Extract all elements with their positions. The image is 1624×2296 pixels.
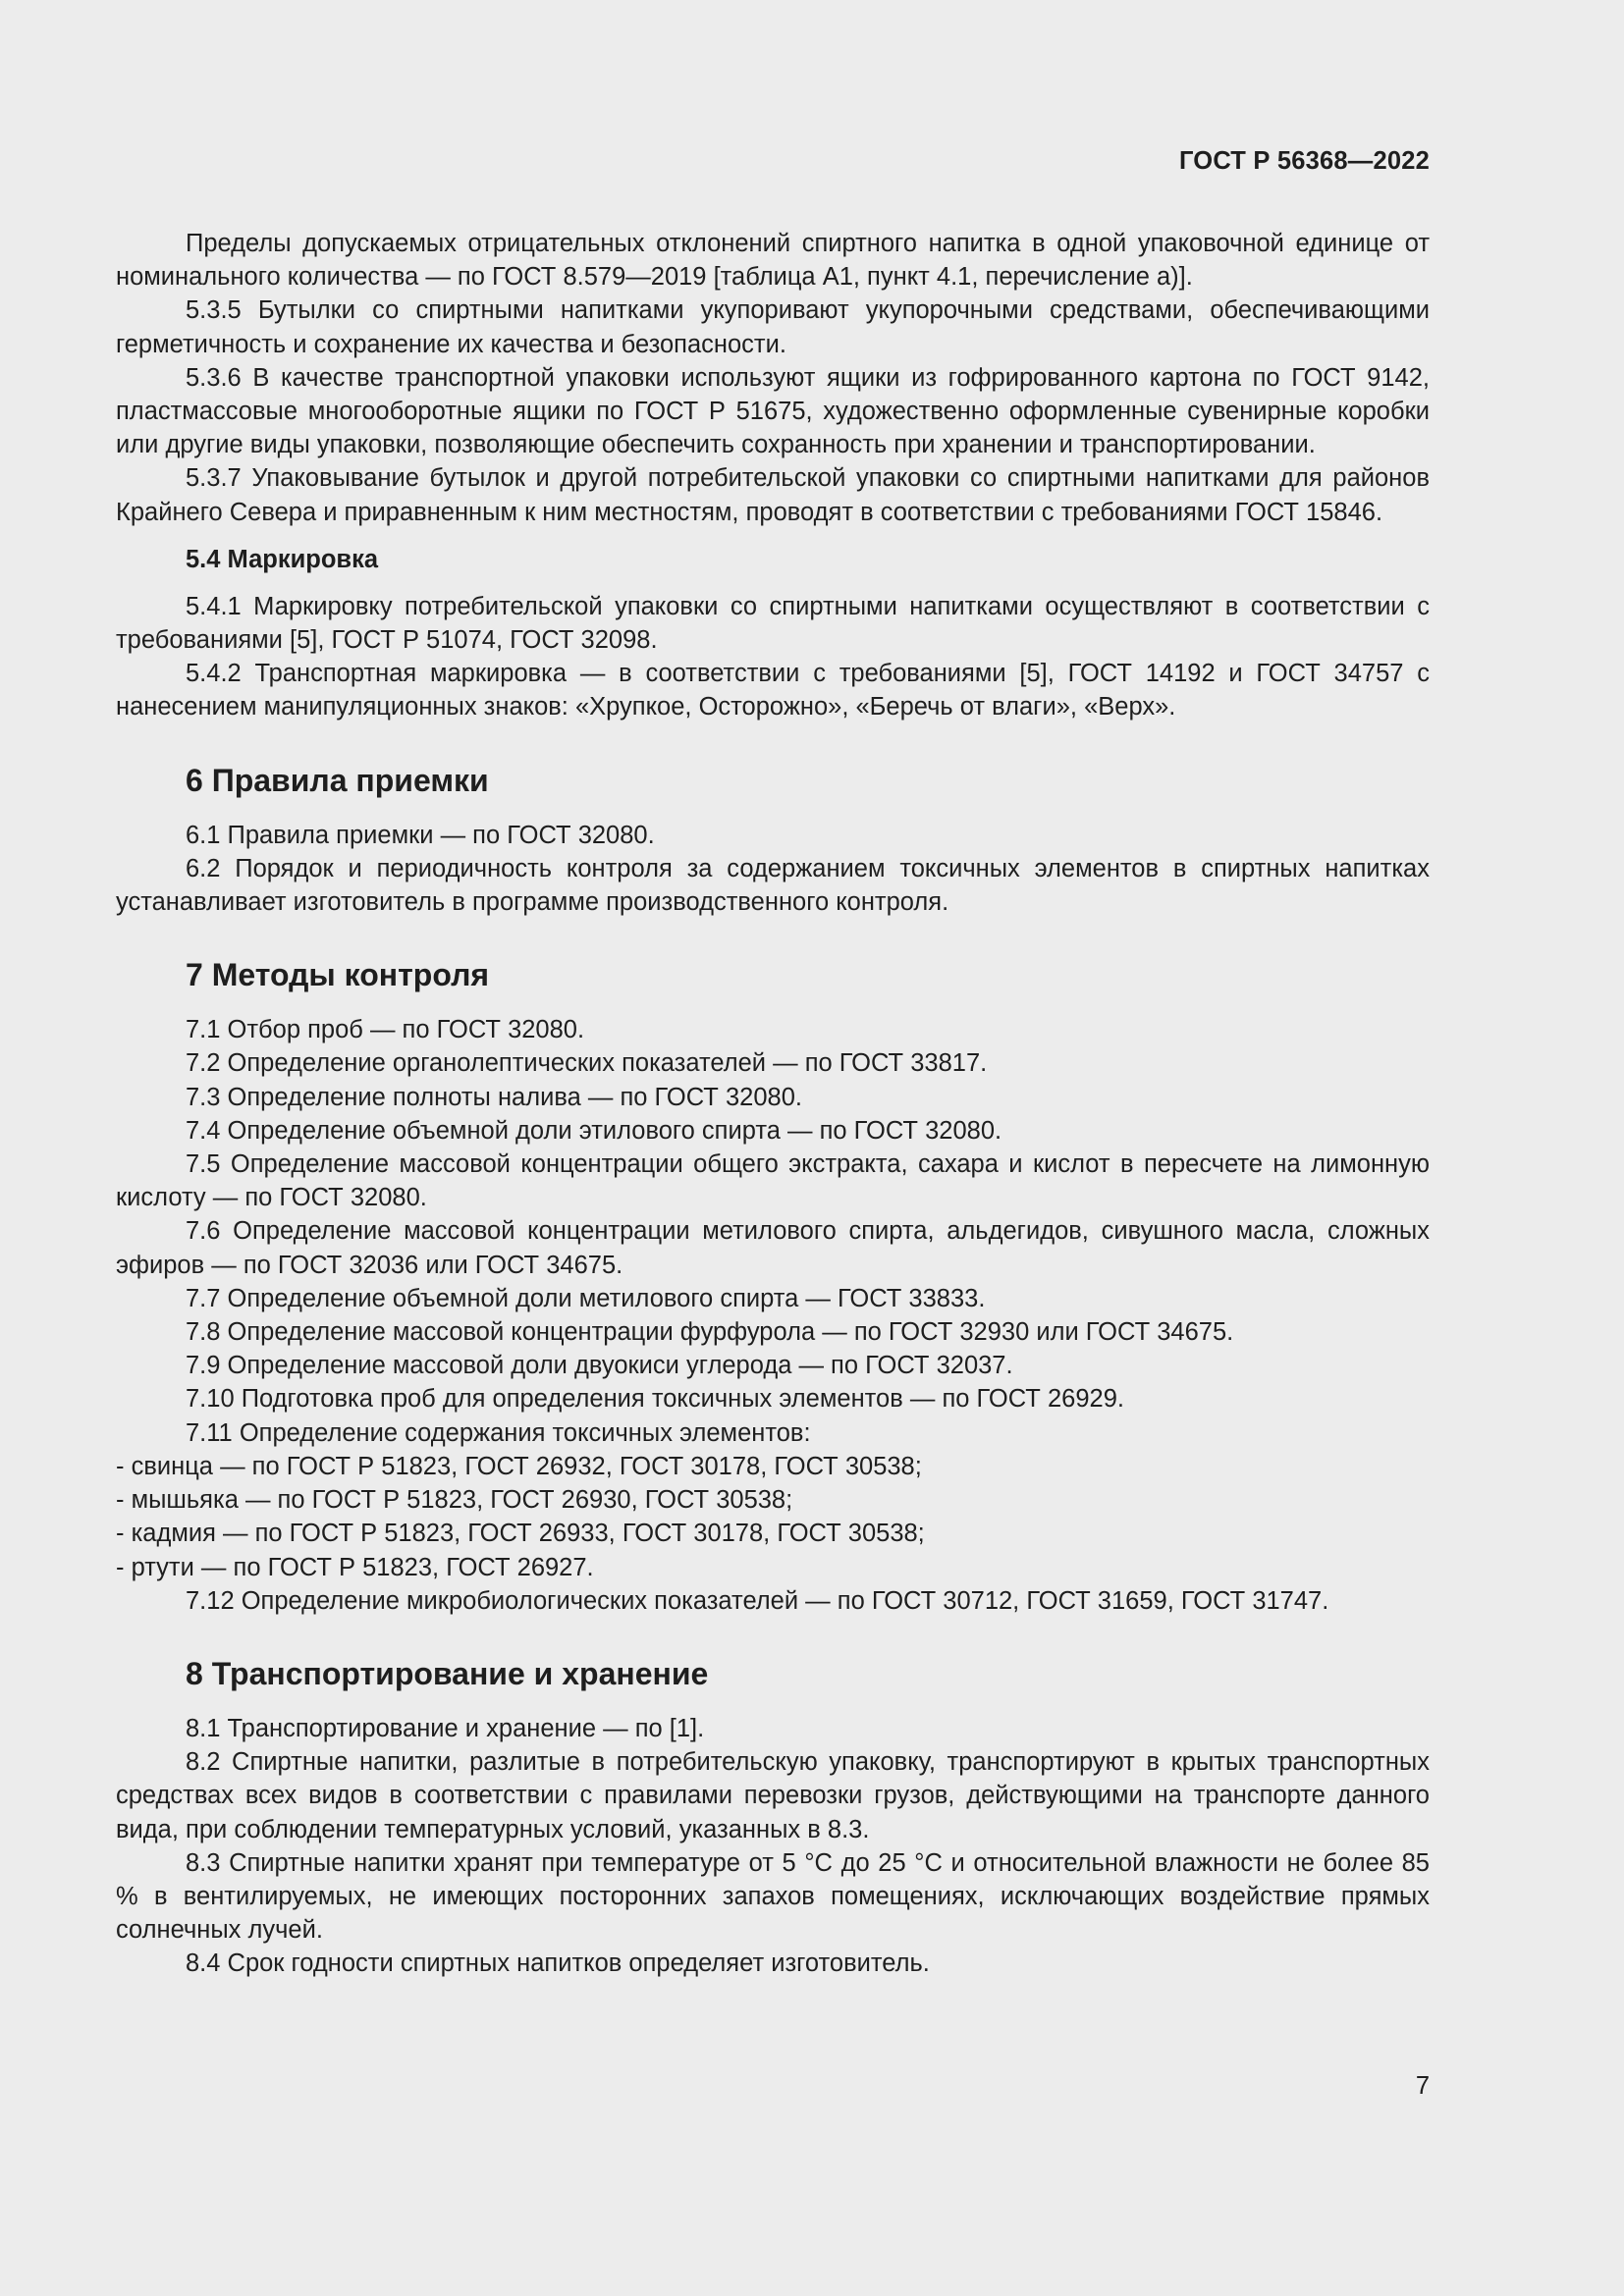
paragraph-7-12: 7.12 Определение микробиологических показателей — по ГОСТ 30712, ГОСТ 31659, ГОСТ 31747.	[186, 1586, 1329, 1615]
paragraph-7-10: 7.10 Подготовка проб для определения токсичных элементов — по ГОСТ 26929.	[186, 1385, 1124, 1414]
document-header-code: ГОСТ Р 56368—2022	[1178, 147, 1430, 175]
paragraph-7-3: 7.3 Определение полноты налива — по ГОСТ 32080.	[186, 1083, 802, 1111]
list-item-mercury: - ртути — по ГОСТ Р 51823, ГОСТ 26927.	[116, 1553, 594, 1581]
paragraph-8-2: 8.2 Спиртные напитки, разлитые в потребительскую упаковку, транспортируют в крытых транспортных средствах всех видов в соответствии с правилами перевозки грузов, действующими на транспорте данного вида, при соблюдении температурных условий, указанных в 8.3.	[116, 1748, 1430, 1843]
paragraph-7-5: 7.5 Определение массовой концентрации общего экстракта, сахара и кислот в пересчете на лимонную кислоту — по ГОСТ 32080.	[116, 1150, 1430, 1212]
paragraph-7-9: 7.9 Определение массовой доли двуокиси углерода — по ГОСТ 32037.	[186, 1352, 1013, 1380]
paragraph-7-6: 7.6 Определение массовой концентрации метилового спирта, альдегидов, сивушного масла, сложных эфиров — по ГОСТ 32036 или ГОСТ 34675.	[116, 1217, 1430, 1279]
paragraph-7-2: 7.2 Определение органолептических показателей — по ГОСТ 33817.	[186, 1049, 988, 1078]
paragraph-7-1: 7.1 Отбор проб — по ГОСТ 32080.	[186, 1016, 585, 1044]
paragraph-6-2: 6.2 Порядок и периодичность контроля за содержанием токсичных элементов в спиртных напитках устанавливает изготовитель в программе производственного контроля.	[116, 854, 1430, 917]
paragraph-limits: Пределы допускаемых отрицательных отклонений спиртного напитка в одной упаковочной единице от номинального количества — по ГОСТ 8.579—2019 [таблица А1, пункт 4.1, перечисление а)].	[116, 230, 1430, 292]
paragraph-5-3-7: 5.3.7 Упаковывание бутылок и другой потребительской упаковки со спиртными напитками для районов Крайнего Севера и приравненным к ним местностям, проводят в соответствии с требованиями ГОСТ 15846.	[116, 464, 1430, 526]
paragraph-5-3-6: 5.3.6 В качестве транспортной упаковки используют ящики из гофрированного картона по ГОСТ 9142, пластмассовые многооборотные ящики по ГОСТ Р 51675, художественно оформленные сувенирные коробки или другие виды упаковки, позволяющие обеспечить сохранность при хранении и транспортировании.	[116, 363, 1430, 459]
list-item-cadmium: - кадмия — по ГОСТ Р 51823, ГОСТ 26933, ГОСТ 30178, ГОСТ 30538;	[116, 1520, 925, 1548]
paragraph-6-1: 6.1 Правила приемки — по ГОСТ 32080.	[186, 821, 655, 849]
document-body	[116, 227, 1430, 1981]
page-number: 7	[1415, 2072, 1430, 2100]
heading-section-8: 8 Транспортирование и хранение	[186, 1655, 709, 1691]
paragraph-5-4-1: 5.4.1 Маркировку потребительской упаковки со спиртными напитками осуществляют в соответствии с требованиями [5], ГОСТ Р 51074, ГОСТ 32098.	[116, 592, 1430, 655]
paragraph-7-11: 7.11 Определение содержания токсичных элементов:	[186, 1418, 811, 1447]
heading-section-6: 6 Правила приемки	[186, 762, 489, 798]
paragraph-5-3-5: 5.3.5 Бутылки со спиртными напитками укупоривают укупорочными средствами, обеспечивающими герметичность и сохранение их качества и безопасности.	[116, 296, 1430, 358]
document-page	[116, 0, 1430, 2296]
paragraph-8-3: 8.3 Спиртные напитки хранят при температуре от 5 °С до 25 °С и относительной влажности не более 85 % в вентилируемых, не имеющих посторонних запахов помещениях, исключающих воздействие прямых солнечных лучей.	[116, 1848, 1430, 1945]
paragraph-8-4: 8.4 Срок годности спиртных напитков определяет изготовитель.	[186, 1949, 930, 1978]
list-item-lead: - свинца — по ГОСТ Р 51823, ГОСТ 26932, ГОСТ 30178, ГОСТ 30538;	[116, 1452, 922, 1480]
paragraph-7-4: 7.4 Определение объемной доли этилового спирта — по ГОСТ 32080.	[186, 1116, 1002, 1145]
paragraph-5-4-2: 5.4.2 Транспортная маркировка — в соответствии с требованиями [5], ГОСТ 14192 и ГОСТ 34757 с нанесением манипуляционных знаков: «Хрупкое, Осторожно», «Беречь от влаги», «Верх».	[116, 660, 1430, 721]
heading-section-7: 7 Методы контроля	[186, 957, 490, 993]
paragraph-7-8: 7.8 Определение массовой концентрации фурфурола — по ГОСТ 32930 или ГОСТ 34675.	[186, 1318, 1234, 1347]
paragraph-7-7: 7.7 Определение объемной доли метилового спирта — ГОСТ 33833.	[186, 1284, 986, 1312]
paragraph-8-1: 8.1 Транспортирование и хранение — по [1].	[186, 1714, 705, 1742]
heading-5-4: 5.4 Маркировка	[186, 545, 379, 573]
list-item-arsenic: - мышьяка — по ГОСТ Р 51823, ГОСТ 26930, ГОСТ 30538;	[116, 1486, 793, 1515]
